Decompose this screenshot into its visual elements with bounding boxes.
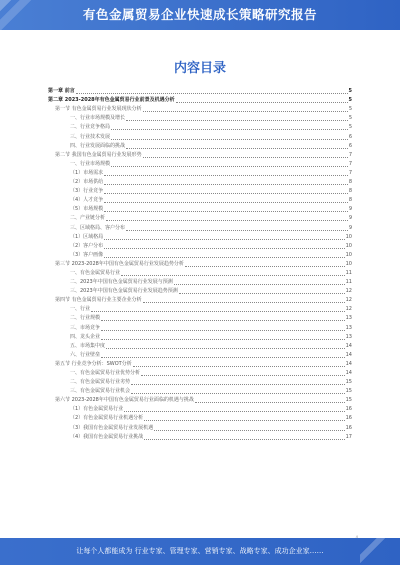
toc-entry-page: 5 xyxy=(348,115,352,122)
table-of-contents xyxy=(48,86,352,441)
toc-entry-text: 六、行业壁垒 xyxy=(70,351,101,358)
toc-leader-dots xyxy=(101,339,345,340)
toc-entry[interactable] xyxy=(48,150,352,159)
toc-leader-dots xyxy=(143,302,345,303)
toc-leader-dots xyxy=(124,411,344,412)
toc-entry-text: （1）区域格局 xyxy=(70,233,104,240)
toc-entry-text: 三、有色金属贸易行业机会 xyxy=(70,388,131,395)
toc-entry-text: 一、行业市场规模及增长 xyxy=(70,115,126,122)
toc-leader-dots xyxy=(141,375,345,376)
toc-entry[interactable] xyxy=(48,213,352,222)
toc-entry-text: 第二章 2023-2028年有色金属贸易行业前景及机遇分析 xyxy=(48,97,175,104)
toc-entry-text: 二、行业竞争格局 xyxy=(70,124,111,131)
toc-entry-page: 10 xyxy=(345,242,352,249)
toc-entry[interactable] xyxy=(48,131,352,140)
toc-entry-text: 四、行业发展面临的挑战 xyxy=(70,142,126,149)
toc-entry[interactable] xyxy=(48,295,352,304)
toc-entry-text: 一、有色金属贸易行业优势分析 xyxy=(70,370,141,376)
toc-entry[interactable] xyxy=(48,286,352,295)
toc-entry[interactable] xyxy=(48,232,352,241)
toc-entry-page: 7 xyxy=(348,151,352,158)
toc-leader-dots xyxy=(144,420,344,421)
toc-entry-text: （3）行业竞争 xyxy=(70,188,104,195)
toc-leader-dots xyxy=(104,202,348,203)
toc-entry-page: 8 xyxy=(348,179,352,186)
toc-entry-text: （2）市场供给 xyxy=(70,179,104,186)
toc-entry[interactable] xyxy=(48,386,352,395)
toc-entry-text: 第六节 2023-2028年中国有色金属贸易行业面临的机遇与挑战 xyxy=(55,397,194,404)
toc-leader-dots xyxy=(121,275,345,276)
toc-entry-page: 15 xyxy=(345,379,352,386)
toc-entry-text: （4）人才竞争 xyxy=(70,197,104,204)
toc-entry[interactable] xyxy=(48,204,352,213)
toc-leader-dots xyxy=(104,248,344,249)
toc-entry[interactable] xyxy=(48,241,352,250)
toc-entry[interactable] xyxy=(48,222,352,231)
toc-entry-page: 8 xyxy=(348,188,352,195)
toc-entry-text: 一、行业 xyxy=(70,306,91,313)
toc-leader-dots xyxy=(101,320,345,321)
toc-leader-dots xyxy=(185,266,345,267)
toc-entry[interactable] xyxy=(48,377,352,386)
toc-entry[interactable] xyxy=(48,413,352,422)
toc-entry-text: 第一章 前言 xyxy=(48,88,75,95)
toc-leader-dots xyxy=(195,402,345,403)
toc-entry-text: （3）客户画像 xyxy=(70,251,104,258)
toc-leader-dots xyxy=(131,393,345,394)
toc-entry-text: 三、2023年中国有色金属贸易行业发展趋势预测 xyxy=(70,288,178,295)
toc-leader-dots xyxy=(104,184,348,185)
toc-entry-page: 9 xyxy=(348,224,352,231)
toc-entry[interactable] xyxy=(48,250,352,259)
footer-bar xyxy=(0,538,400,565)
header-bar xyxy=(0,0,400,30)
toc-entry-text: 第四节 有色金属贸易行业主要企业分析 xyxy=(55,297,142,304)
toc-entry-text: 第二节 我国有色金属贸易行业发展形势 xyxy=(55,151,142,158)
toc-leader-dots xyxy=(111,139,348,140)
toc-entry-text: （1）有色金属贸易行业 xyxy=(70,406,124,413)
toc-leader-dots xyxy=(179,293,345,294)
toc-entry-text: 三、市场竞争 xyxy=(70,324,101,331)
toc-leader-dots xyxy=(126,120,348,121)
toc-leader-dots xyxy=(104,257,344,258)
toc-entry-text: 四、龙头企业 xyxy=(70,333,101,340)
toc-entry-text: （3）我国有色金属贸易行业发展机遇 xyxy=(70,424,154,431)
toc-entry-text: 二、2023年中国有色金属贸易行业发展与预测 xyxy=(70,279,173,286)
toc-entry[interactable] xyxy=(48,350,352,359)
toc-entry-page: 14 xyxy=(345,360,352,367)
toc-entry[interactable] xyxy=(48,268,352,277)
toc-entry-page: 5 xyxy=(348,124,352,131)
toc-entry-page: 11 xyxy=(345,279,352,286)
toc-leader-dots xyxy=(104,239,344,240)
toc-entry-text: （4）我国有色金属贸易行业挑战 xyxy=(70,433,144,440)
toc-heading: 内容目录 xyxy=(173,61,226,76)
toc-entry-page: 16 xyxy=(345,424,352,431)
toc-entry[interactable] xyxy=(48,168,352,177)
toc-entry-page: 7 xyxy=(348,160,352,167)
toc-entry-text: 一、行业市场规模 xyxy=(70,160,111,167)
toc-entry[interactable] xyxy=(48,304,352,313)
toc-entry[interactable] xyxy=(48,395,352,404)
toc-entry[interactable] xyxy=(48,359,352,368)
toc-leader-dots xyxy=(176,102,348,103)
toc-leader-dots xyxy=(101,330,345,331)
toc-entry-page: 15 xyxy=(345,397,352,404)
toc-entry-page: 8 xyxy=(348,197,352,204)
toc-leader-dots xyxy=(104,193,348,194)
toc-entry[interactable] xyxy=(48,86,352,95)
toc-entry-page: 9 xyxy=(348,206,352,213)
toc-entry-page: 15 xyxy=(345,388,352,395)
toc-leader-dots xyxy=(104,211,348,212)
toc-entry-text: 三、行业技术发展 xyxy=(70,133,111,140)
toc-leader-dots xyxy=(144,439,344,440)
toc-entry-page: 5 xyxy=(348,97,352,104)
toc-leader-dots xyxy=(143,111,348,112)
toc-entry-page: 10 xyxy=(345,233,352,240)
toc-entry[interactable] xyxy=(48,195,352,204)
toc-entry-page: 12 xyxy=(345,306,352,313)
toc-entry[interactable] xyxy=(48,422,352,431)
toc-entry-page: 14 xyxy=(345,342,352,349)
toc-entry[interactable] xyxy=(48,186,352,195)
toc-entry-page: 10 xyxy=(345,260,352,267)
toc-leader-dots xyxy=(131,384,345,385)
toc-entry-page: 13 xyxy=(345,315,352,322)
toc-entry[interactable] xyxy=(48,404,352,413)
toc-leader-dots xyxy=(154,430,344,431)
toc-entry-text: 第五节 行业竞争分析：SWOT分析 xyxy=(55,360,132,367)
toc-entry-page: 10 xyxy=(345,251,352,258)
toc-leader-dots xyxy=(126,230,348,231)
toc-entry-text: 第三节 2023-2028年中国有色金属贸易行业发展趋势分析 xyxy=(55,260,184,267)
toc-entry[interactable] xyxy=(48,341,352,350)
toc-leader-dots xyxy=(91,311,345,312)
toc-entry-text: 二、产业链分析 xyxy=(70,215,106,222)
toc-entry-text: 一、有色金属贸易行业 xyxy=(70,269,121,276)
toc-entry-text: 二、有色金属贸易行业劣势 xyxy=(70,379,131,386)
toc-entry[interactable] xyxy=(48,122,352,131)
toc-entry-page: 16 xyxy=(345,406,352,413)
toc-entry[interactable] xyxy=(48,141,352,150)
toc-entry-page: 11 xyxy=(345,269,352,276)
report-title: 有色金属贸易企业快速成长策略研究报告 xyxy=(82,7,317,22)
toc-leader-dots xyxy=(133,366,345,367)
toc-entry-page: 12 xyxy=(345,288,352,295)
toc-leader-dots xyxy=(126,148,348,149)
toc-entry[interactable] xyxy=(48,259,352,268)
toc-entry-text: （5）市场规模 xyxy=(70,206,104,213)
toc-entry-text: （2）客户分布 xyxy=(70,242,104,249)
toc-entry-text: 三、区域格局、客户分布 xyxy=(70,224,126,231)
toc-leader-dots xyxy=(111,166,348,167)
toc-leader-dots xyxy=(174,284,345,285)
toc-leader-dots xyxy=(143,157,348,158)
toc-entry-text: 五、市场集中度 xyxy=(70,342,106,349)
toc-entry[interactable] xyxy=(48,313,352,322)
toc-entry-page: 14 xyxy=(345,351,352,358)
toc-entry-text: 二、行业规模 xyxy=(70,315,101,322)
toc-entry-page: 12 xyxy=(345,297,352,304)
toc-entry-text: （2）有色金属贸易行业机遇分析 xyxy=(70,415,144,422)
toc-entry[interactable] xyxy=(48,177,352,186)
toc-entry-page: 17 xyxy=(345,433,352,440)
toc-entry[interactable] xyxy=(48,332,352,341)
toc-entry-page: 14 xyxy=(345,370,352,376)
footer-decoration xyxy=(360,538,400,565)
toc-entry-page: 13 xyxy=(345,333,352,340)
toc-leader-dots xyxy=(104,175,348,176)
toc-entry-page: 5 xyxy=(348,88,352,95)
toc-entry-page: 16 xyxy=(345,415,352,422)
toc-entry[interactable] xyxy=(48,104,352,113)
toc-entry-text: （1）市场需求 xyxy=(70,169,104,176)
footer-slogan: 让每个人都能成为 行业专家、管理专家、营销专家、战略专家、成功企业家…… xyxy=(76,547,324,555)
toc-entry[interactable] xyxy=(48,113,352,122)
toc-entry-page: 7 xyxy=(348,169,352,176)
toc-entry[interactable] xyxy=(48,432,352,441)
toc-leader-dots xyxy=(101,357,345,358)
toc-leader-dots xyxy=(111,129,348,130)
toc-entry[interactable] xyxy=(48,95,352,104)
toc-entry-page: 6 xyxy=(348,142,352,149)
toc-entry-page: 6 xyxy=(348,133,352,140)
toc-entry[interactable] xyxy=(48,368,352,377)
toc-entry[interactable] xyxy=(48,322,352,331)
toc-entry-page: 5 xyxy=(348,106,352,113)
toc-entry-text: 第一节 有色金属贸易行业发展现状分析 xyxy=(55,106,142,113)
toc-entry-page: 9 xyxy=(348,215,352,222)
toc-leader-dots xyxy=(106,220,348,221)
toc-leader-dots xyxy=(106,348,345,349)
toc-entry-page: 13 xyxy=(345,324,352,331)
toc-entry[interactable] xyxy=(48,277,352,286)
toc-leader-dots xyxy=(76,93,348,94)
toc-entry[interactable] xyxy=(48,159,352,168)
